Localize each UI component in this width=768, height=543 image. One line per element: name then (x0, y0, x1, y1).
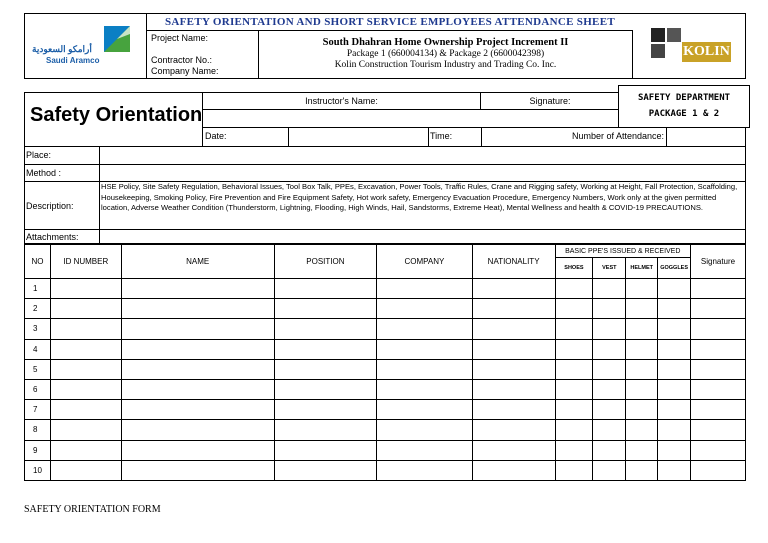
aramco-logo-icon (104, 26, 130, 52)
entry-cell[interactable] (377, 440, 473, 460)
entry-cell[interactable] (658, 299, 691, 319)
entry-cell[interactable] (626, 359, 658, 379)
col-id-header: ID NUMBER (50, 245, 121, 279)
orientation-grid (202, 92, 618, 147)
row-number: 5 (25, 359, 51, 379)
entry-cell[interactable] (658, 420, 691, 440)
entry-cell[interactable] (274, 359, 377, 379)
col-no-header: NO (25, 245, 51, 279)
project-name-label: Project Name: (151, 33, 209, 43)
entry-cell[interactable] (626, 440, 658, 460)
entry-cell[interactable] (274, 279, 377, 299)
entry-cell[interactable] (626, 339, 658, 359)
entry-cell[interactable] (377, 400, 473, 420)
entry-cell[interactable] (121, 400, 274, 420)
time-label: Time: (430, 131, 453, 141)
project-line-3: Kolin Construction Tourism Industry and Trading Co. Inc. (334, 60, 557, 70)
entry-cell[interactable] (377, 420, 473, 440)
entry-cell[interactable] (472, 299, 555, 319)
kolin-square-icon (667, 28, 681, 42)
entry-cell[interactable] (274, 420, 377, 440)
col-signature-header: Signature (691, 245, 746, 279)
project-labels (147, 31, 259, 79)
col-nationality-header: NATIONALITY (472, 245, 555, 279)
attachments-label: Attachments: (26, 232, 79, 242)
entry-cell[interactable] (593, 440, 626, 460)
form-name: SAFETY ORIENTATION FORM (24, 504, 161, 515)
entry-cell[interactable] (274, 460, 377, 480)
table-row (25, 359, 746, 379)
entry-cell[interactable] (50, 440, 121, 460)
instructor-name-label: Instructor's Name: (203, 92, 481, 110)
entry-cell[interactable] (377, 359, 473, 379)
row-number: 8 (25, 420, 51, 440)
project-details (259, 31, 633, 79)
entry-cell[interactable] (593, 319, 626, 339)
entry-cell[interactable] (626, 379, 658, 399)
stamp-line-1: SAFETY DEPARTMENT (637, 93, 731, 103)
kolin-logo (651, 28, 731, 65)
entry-cell[interactable] (626, 400, 658, 420)
entry-cell[interactable] (691, 319, 746, 339)
kolin-square-icon (651, 28, 665, 42)
table-row (25, 440, 746, 460)
entry-cell[interactable] (555, 400, 593, 420)
entry-cell[interactable] (121, 420, 274, 440)
entry-cell[interactable] (274, 299, 377, 319)
signature-label: Signature: (481, 92, 619, 110)
ppe-goggles-header: GOGGLES (658, 258, 691, 279)
entry-cell[interactable] (274, 400, 377, 420)
orientation-title: Safety Orientation (30, 104, 203, 126)
col-company-header: COMPANY (377, 245, 473, 279)
project-line-2: Package 1 (660004134) & Package 2 (6600042398) (346, 49, 545, 59)
entry-cell[interactable] (691, 279, 746, 299)
entry-cell[interactable] (377, 339, 473, 359)
entry-cell[interactable] (593, 339, 626, 359)
entry-cell[interactable] (121, 299, 274, 319)
entry-cell[interactable] (50, 339, 121, 359)
entry-cell[interactable] (50, 299, 121, 319)
table-row (25, 299, 746, 319)
entry-cell[interactable] (121, 440, 274, 460)
entry-cell[interactable] (658, 339, 691, 359)
entry-cell[interactable] (121, 319, 274, 339)
entry-cell[interactable] (50, 279, 121, 299)
entry-cell[interactable] (555, 279, 593, 299)
entry-cell[interactable] (377, 299, 473, 319)
entry-cell[interactable] (377, 460, 473, 480)
table-row (25, 319, 746, 339)
contractor-no-label: Contractor No.: (151, 55, 213, 65)
entry-cell[interactable] (555, 339, 593, 359)
entry-cell[interactable] (472, 420, 555, 440)
kolin-square-icon (651, 44, 665, 58)
col-name-header: NAME (121, 245, 274, 279)
entry-cell[interactable] (658, 379, 691, 399)
entry-cell[interactable] (472, 319, 555, 339)
table-row (25, 420, 746, 440)
entry-cell[interactable] (274, 379, 377, 399)
entry-cell[interactable] (626, 319, 658, 339)
row-number: 1 (25, 279, 51, 299)
entry-cell[interactable] (377, 279, 473, 299)
entry-cell[interactable] (658, 359, 691, 379)
safety-department-stamp (618, 85, 750, 128)
entry-cell[interactable] (691, 400, 746, 420)
entry-cell[interactable] (555, 460, 593, 480)
row-number: 6 (25, 379, 51, 399)
table-row (25, 339, 746, 359)
kolin-wordmark: KOLIN (682, 42, 731, 62)
entry-cell[interactable] (555, 359, 593, 379)
date-divider (288, 128, 289, 147)
entry-cell[interactable] (50, 460, 121, 480)
row-number: 7 (25, 400, 51, 420)
entry-cell[interactable] (555, 319, 593, 339)
time-divider (428, 128, 429, 147)
sheet-title: SAFETY ORIENTATION AND SHORT SERVICE EMPLOYEES ATTENDANCE SHEET (147, 13, 633, 31)
entry-cell[interactable] (626, 420, 658, 440)
entry-cell[interactable] (691, 440, 746, 460)
entry-cell[interactable] (472, 379, 555, 399)
entry-cell[interactable] (691, 359, 746, 379)
info-divider (24, 229, 746, 230)
col-position-header: POSITION (274, 245, 377, 279)
entry-cell[interactable] (377, 319, 473, 339)
entry-cell[interactable] (658, 319, 691, 339)
entry-cell[interactable] (472, 279, 555, 299)
entry-cell[interactable] (626, 460, 658, 480)
entry-cell[interactable] (691, 379, 746, 399)
attendance-table (24, 244, 746, 481)
entry-cell[interactable] (626, 299, 658, 319)
entry-cell[interactable] (50, 400, 121, 420)
entry-cell[interactable] (691, 460, 746, 480)
entry-cell[interactable] (691, 420, 746, 440)
entry-cell[interactable] (658, 460, 691, 480)
description-label: Description: (26, 201, 74, 211)
ppe-vest-header: VEST (593, 258, 626, 279)
row-number: 9 (25, 440, 51, 460)
entry-cell[interactable] (658, 440, 691, 460)
entry-cell[interactable] (593, 279, 626, 299)
method-label: Method : (26, 168, 62, 178)
entry-cell[interactable] (50, 359, 121, 379)
entry-cell[interactable] (50, 420, 121, 440)
entry-cell[interactable] (555, 379, 593, 399)
attendance-label: Number of Attendance: (572, 131, 665, 141)
place-label: Place: (26, 150, 52, 160)
ppe-helmet-header: HELMET (626, 258, 658, 279)
entry-cell[interactable] (472, 339, 555, 359)
aramco-logo (24, 13, 147, 79)
table-row (25, 379, 746, 399)
row-number: 10 (25, 460, 51, 480)
entry-cell[interactable] (555, 440, 593, 460)
entry-cell[interactable] (593, 379, 626, 399)
entry-cell[interactable] (274, 319, 377, 339)
ppe-shoes-header: SHOES (555, 258, 593, 279)
entry-cell[interactable] (555, 299, 593, 319)
description-text: HSE Policy, Site Safety Regulation, Behavioral Issues, Tool Box Talk, PPEs, Excavation, Power Tools, Traffic Rules, Crane and Rigging safety, Working at Height, Fall Protection, Scaffolding, Housekeeping, Smoking Policy, Fire Prevention and Fire Equipment Safety, Hot work safety, Emergency Evacuation Procedure, Emergency Numbers, Work only at the given permitted location, Adverse Weather Condition (Thunderstorm, Lightning, Flooding, High Winds, Hail, Sandstorms, Extreme Heat), Mental Wellness and health & COVID-19 PRECAUTIONS. (101, 182, 738, 212)
entry-cell[interactable] (121, 460, 274, 480)
entry-cell[interactable] (658, 279, 691, 299)
entry-cell[interactable] (555, 420, 593, 440)
stamp-line-2: PACKAGE 1 & 2 (648, 109, 720, 119)
entry-cell[interactable] (691, 299, 746, 319)
entry-cell[interactable] (472, 440, 555, 460)
company-name-label: Company Name: (151, 66, 219, 76)
entry-cell[interactable] (274, 339, 377, 359)
col-ppe-header: BASIC PPE'S ISSUED & RECEIVED (555, 245, 691, 258)
date-label: Date: (205, 131, 227, 141)
blank-row (203, 110, 619, 128)
entry-cell[interactable] (121, 279, 274, 299)
aramco-arabic: أرامكو السعودية (32, 44, 92, 54)
entry-cell[interactable] (593, 420, 626, 440)
table-body (25, 279, 746, 481)
project-line-1: South Dhahran Home Ownership Project Increment II (322, 37, 569, 48)
entry-cell[interactable] (472, 400, 555, 420)
entry-cell[interactable] (121, 359, 274, 379)
row-number: 2 (25, 299, 51, 319)
entry-cell[interactable] (593, 400, 626, 420)
entry-cell[interactable] (472, 460, 555, 480)
entry-cell[interactable] (50, 379, 121, 399)
entry-cell[interactable] (472, 359, 555, 379)
entry-cell[interactable] (121, 379, 274, 399)
entry-cell[interactable] (274, 440, 377, 460)
entry-cell[interactable] (121, 339, 274, 359)
info-divider (24, 164, 746, 165)
attendance-divider (666, 128, 667, 147)
table-row (25, 279, 746, 299)
entry-cell[interactable] (626, 279, 658, 299)
table-row (25, 400, 746, 420)
entry-cell[interactable] (593, 299, 626, 319)
entry-cell[interactable] (593, 359, 626, 379)
entry-cell[interactable] (658, 400, 691, 420)
entry-cell[interactable] (691, 339, 746, 359)
entry-cell[interactable] (593, 460, 626, 480)
row-number: 4 (25, 339, 51, 359)
aramco-english: Saudi Aramco (46, 56, 100, 65)
entry-cell[interactable] (50, 319, 121, 339)
row-number: 3 (25, 319, 51, 339)
entry-cell[interactable] (377, 379, 473, 399)
table-row (25, 460, 746, 480)
table-header-row (25, 245, 746, 258)
time-value-divider (481, 128, 482, 147)
